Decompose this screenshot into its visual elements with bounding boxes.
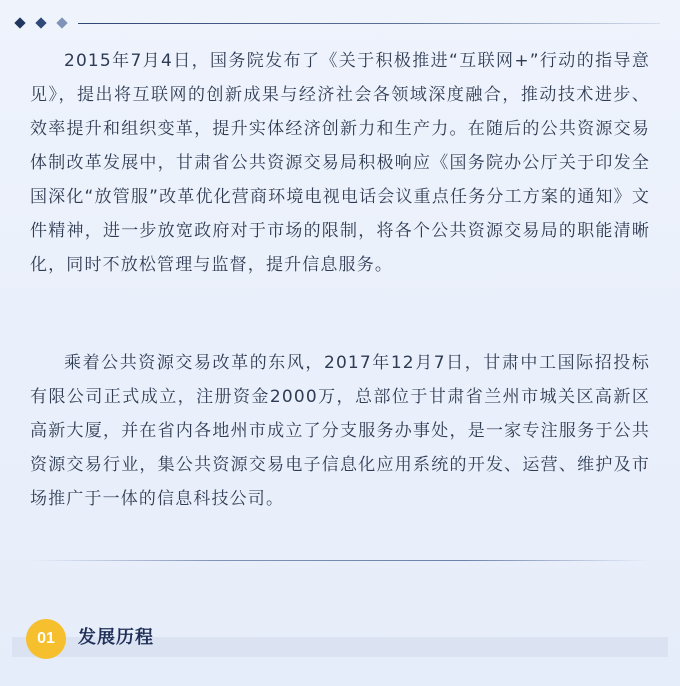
intro-paragraph: 2015年7月4日，国务院发布了《关于积极推进“互联网+”行动的指导意见》，提出将互联网的创新成果与经济社会各领域深度融合，推动技术进步、效率提升和组织变革，提升实体经济创新力和生产力。在随后的公共资源交易体制改革发展中，甘肃省公共资源交易局积极响应《国务院办公厅关于印发全国深化“放管服”改革优化营商环境电视电话会议重点任务分工方案的通知》文件精神，进一步放宽政府对于市场的限制，将各个公共资源交易局的职能清晰化，同时不放松管理与监督，提升信息服务。 — [30, 51, 650, 275]
section-title: 发展历程 — [78, 627, 154, 648]
diamond-icon — [56, 17, 67, 28]
diamond-icon — [35, 17, 46, 28]
section-number-badge: 01 — [26, 619, 66, 659]
diamond-icon — [14, 17, 25, 28]
top-decoration — [14, 16, 664, 32]
section-header — [12, 615, 668, 665]
header-rule — [78, 23, 660, 24]
company-paragraph: 乘着公共资源交易改革的东风，2017年12月7日，甘肃中工国际招投标有限公司正式成立，注册资金2000万，总部位于甘肃省兰州市城关区高新区高新大厦，并在省内各地州市成立了分支服务办事处，是一家专注服务于公共资源交易行业，集公共资源交易电子信息化应用系统的开发、运营、维护及市场推广于一体的信息科技公司。 — [30, 353, 650, 509]
section-divider — [32, 560, 648, 561]
